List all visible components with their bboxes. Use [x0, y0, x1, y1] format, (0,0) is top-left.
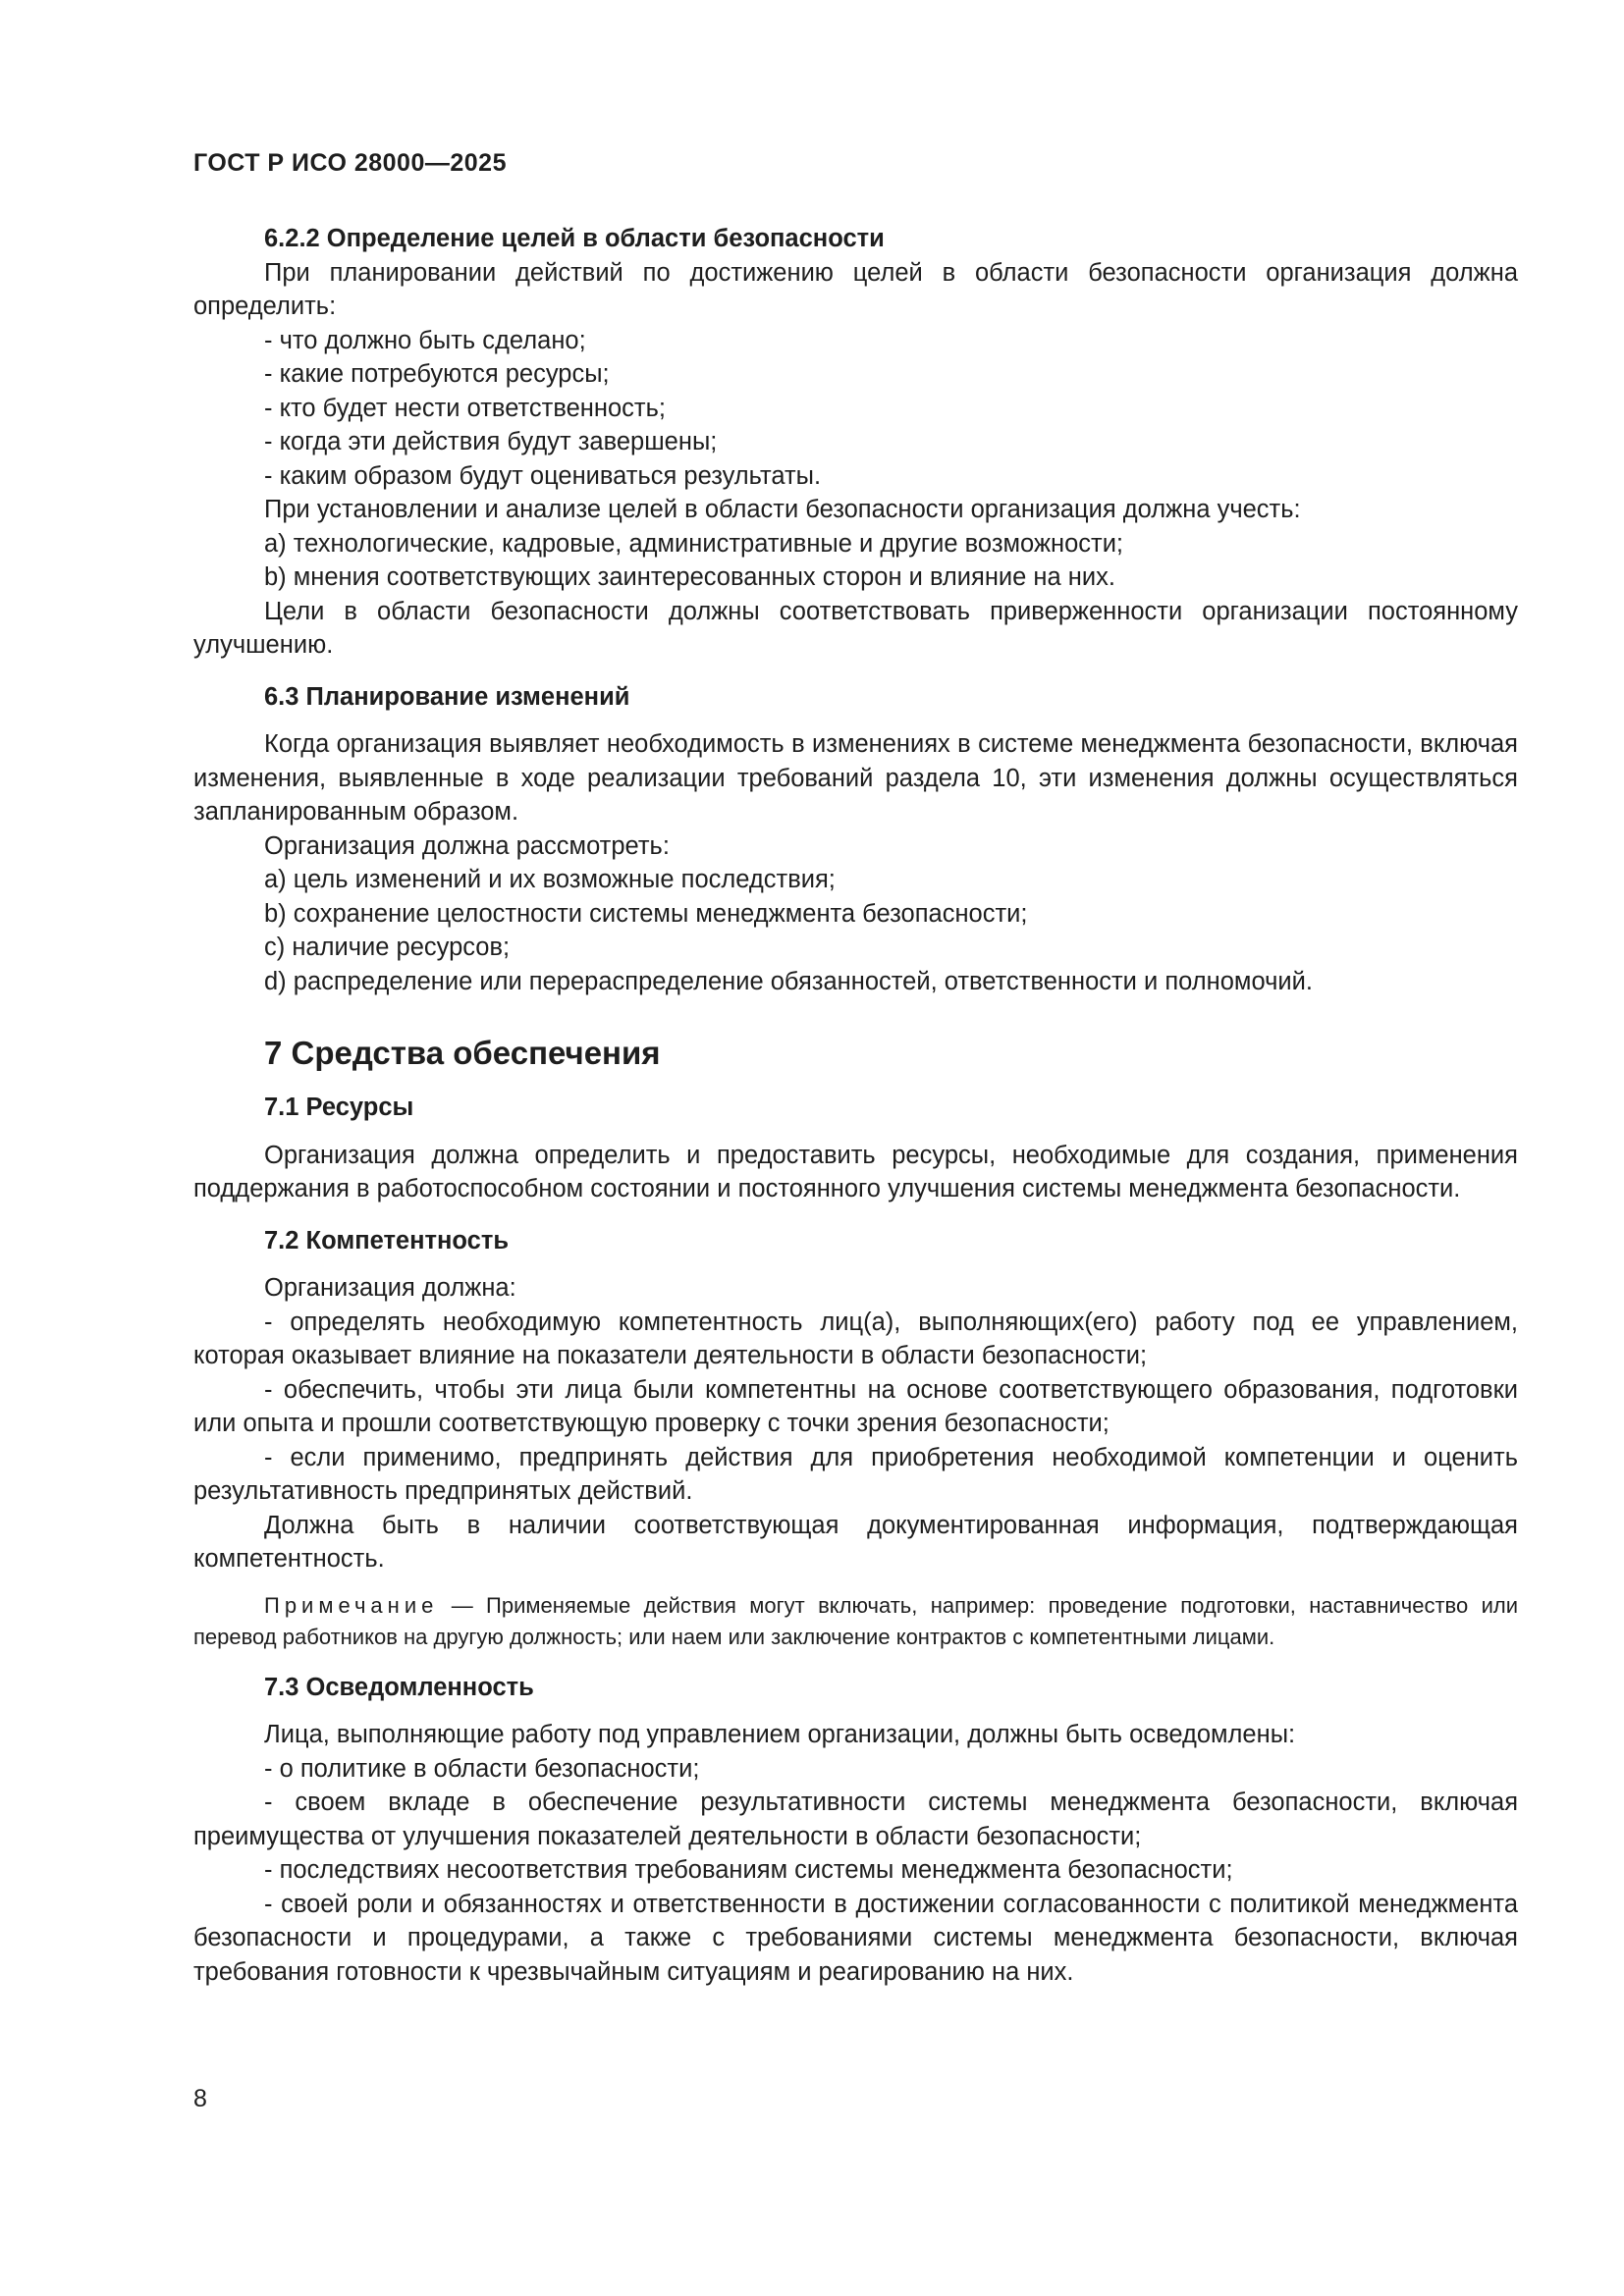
list-item: - каким образом будут оцениваться результаты. [264, 461, 822, 490]
section-6-2-2-intro: При планировании действий по достижению целей в области безопасности организация должна определить: [193, 258, 1518, 320]
list-item: - обеспечить, чтобы эти лица были компетентны на основе соответствующего образования, подготовки или опыта и прошли соответствующую проверку с точки зрения безопасности; [193, 1375, 1518, 1437]
section-7-1-paragraph: Организация должна определить и предоставить ресурсы, необходимые для создания, применения поддержания в работоспособном состоянии и постоянного улучшения системы менеджмента безопасности. [193, 1141, 1518, 1202]
list-item: - когда эти действия будут завершены; [264, 428, 718, 455]
section-6-3-title: 6.3 Планирование изменений [264, 682, 630, 711]
list-item: a) цель изменений и их возможные последствия; [264, 866, 836, 893]
note-text: — Применяемые действия могут включать, например: проведение подготовки, наставничество или перевод работников на другую должность; или наем или заключение контрактов с компетентными лицами. [193, 1592, 1518, 1649]
list-item: - какие потребуются ресурсы; [264, 360, 610, 388]
note-label: Примечание [264, 1592, 439, 1618]
list-item: - если применимо, предпринять действия для приобретения необходимой компетенции и оценить результативность предпринятых действий. [193, 1443, 1518, 1505]
section-7-2-closing: Должна быть в наличии соответствующая документированная информация, подтверждающая компетентность. [193, 1511, 1518, 1573]
list-item: - определять необходимую компетентность лиц(а), выполняющих(его) работу под ее управлением, которая оказывает влияние на показатели деятельности в области безопасности; [193, 1308, 1518, 1369]
section-6-2-2-consider: При установлении и анализе целей в области безопасности организация должна учесть: [264, 496, 1301, 523]
list-item: - о политике в области безопасности; [264, 1754, 700, 1783]
list-item: - что должно быть сделано; [264, 326, 586, 354]
section-7-2-note [193, 1590, 1518, 1653]
list-item: - последствиях несоответствия требованиям системы менеджмента безопасности; [264, 1856, 1233, 1884]
section-7-2-title: 7.2 Компетентность [264, 1226, 509, 1255]
document-header-code: ГОСТ Р ИСО 28000—2025 [193, 149, 507, 177]
section-7-3-title: 7.3 Осведомленность [264, 1673, 534, 1701]
section-7-3-intro: Лица, выполняющие работу под управлением организации, должны быть осведомлены: [264, 1721, 1296, 1748]
section-6-3-paragraph: Когда организация выявляет необходимость в изменениях в системе менеджмента безопасности, включая изменения, выявленные в ходе реализации требований раздела 10, эти изменения должны осуществляться запланированным образом. [193, 730, 1518, 826]
list-item: a) технологические, кадровые, административные и другие возможности; [264, 529, 1124, 558]
list-item: b) мнения соответствующих заинтересованных сторон и влияние на них. [264, 563, 1115, 591]
section-7-2-intro: Организация должна: [264, 1274, 516, 1302]
list-item: b) сохранение целостности системы менеджмента безопасности; [264, 899, 1028, 928]
page-number: 8 [193, 2085, 207, 2112]
section-7-title: 7 Средства обеспечения [264, 1035, 661, 1071]
section-6-2-2-title: 6.2.2 Определение целей в области безопасности [264, 225, 885, 252]
section-7-1-title: 7.1 Ресурсы [264, 1094, 414, 1121]
list-item: c) наличие ресурсов; [264, 934, 511, 961]
list-item: - своем вкладе в обеспечение результативности системы менеджмента безопасности, включая преимущества от улучшения показателей деятельности в области безопасности; [193, 1789, 1518, 1850]
document-body [193, 222, 1518, 1989]
list-item: - кто будет нести ответственность; [264, 394, 666, 422]
section-6-2-2-closing: Цели в области безопасности должны соответствовать приверженности организации постоянному улучшению. [193, 597, 1518, 659]
list-item: d) распределение или перераспределение обязанностей, ответственности и полномочий. [264, 967, 1313, 995]
section-6-3-consider: Организация должна рассмотреть: [264, 831, 670, 860]
list-item: - своей роли и обязанностях и ответственности в достижении согласованности с политикой менеджмента безопасности и процедурами, а также с требованиями системы менеджмента безопасности, включая требования готовности к чрезвычайным ситуациям и реагированию на них. [193, 1890, 1518, 1986]
